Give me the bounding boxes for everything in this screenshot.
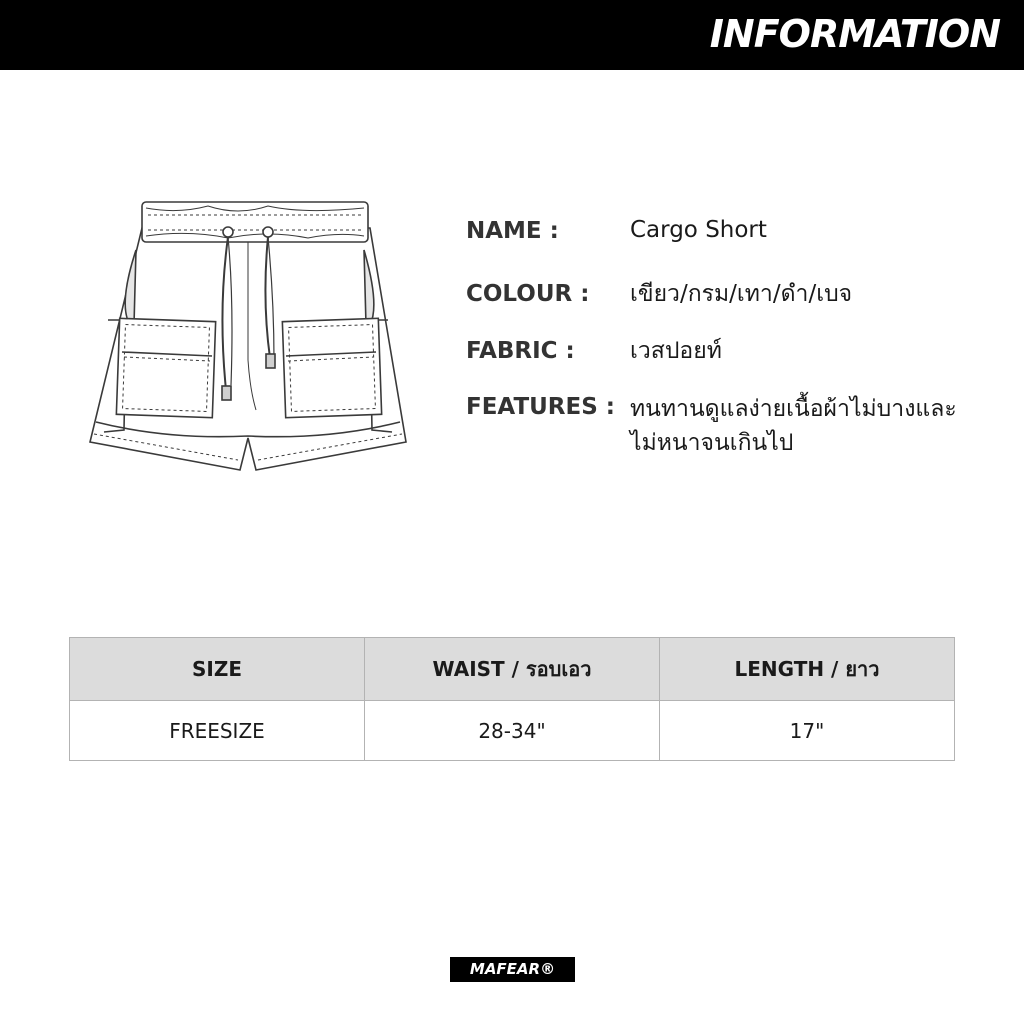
table-row bbox=[70, 701, 955, 761]
header-bar bbox=[0, 0, 1024, 70]
waist-cell: 28-34" bbox=[365, 701, 660, 761]
length-header: LENGTH / ยาว bbox=[660, 638, 955, 701]
features-value-line2: ไม่หนาจนเกินไป bbox=[630, 430, 794, 456]
fabric-value: เวสปอยท์ bbox=[630, 338, 722, 364]
size-table bbox=[69, 637, 955, 761]
waistband bbox=[142, 202, 368, 242]
right-eyelet bbox=[263, 227, 273, 237]
colour-label: COLOUR : bbox=[466, 281, 590, 307]
size-header: SIZE bbox=[70, 638, 365, 701]
size-cell: FREESIZE bbox=[70, 701, 365, 761]
left-side-pocket bbox=[125, 250, 136, 325]
right-cargo-pocket bbox=[282, 318, 381, 417]
name-label: NAME : bbox=[466, 218, 559, 244]
left-eyelet bbox=[223, 227, 233, 237]
length-cell: 17" bbox=[660, 701, 955, 761]
features-value-line1: ทนทานดูแลง่ายเนื้อผ้าไม่บางและ bbox=[630, 396, 957, 422]
waist-header: WAIST / รอบเอว bbox=[365, 638, 660, 701]
brand-logo: MAFEAR® bbox=[450, 957, 575, 982]
cargo-short-illustration bbox=[78, 190, 418, 480]
left-cargo-pocket bbox=[116, 318, 215, 417]
colour-value: เขียว/กรม/เทา/ดำ/เบจ bbox=[630, 281, 853, 307]
name-value: Cargo Short bbox=[630, 217, 767, 243]
header-title: INFORMATION bbox=[709, 12, 1000, 56]
size-table-header-row bbox=[70, 638, 955, 701]
features-label: FEATURES : bbox=[466, 394, 615, 420]
fabric-label: FABRIC : bbox=[466, 338, 575, 364]
